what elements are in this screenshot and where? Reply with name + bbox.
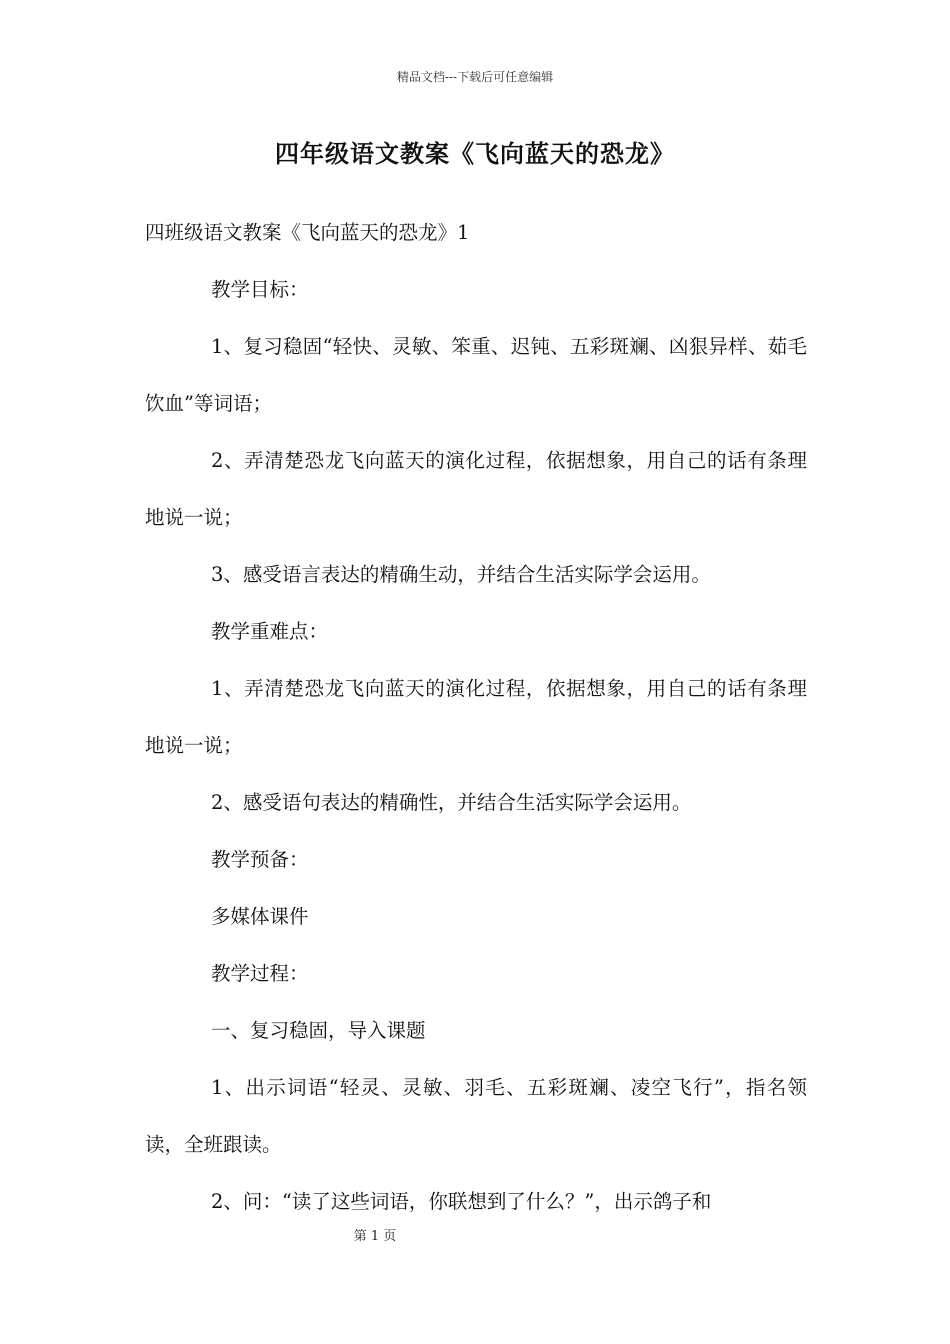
paragraph: 一、复习稳固，导入课题 [211,1019,426,1042]
document-title: 四年级语文教案《飞向蓝天的恐龙》 [275,139,675,168]
paragraph: 2、问：“读了这些词语，你联想到了什么？”，出示鸽子和 [211,1190,712,1213]
paragraph: 四班级语文教案《飞向蓝天的恐龙》1 [145,221,470,244]
document-body [145,204,807,1230]
paragraph: 教学过程： [211,962,309,985]
paragraph: 教学重难点： [211,620,329,643]
paragraph: 3、感受语言表达的精确生动，并结合生活实际学会运用。 [211,563,711,586]
page-number: 第 1 页 [353,1229,397,1244]
paragraph: 1、弄清楚恐龙飞向蓝天的演化过程，依据想象，用自己的话有条理地说一说； [145,677,807,757]
page-header: 精品文档---下载后可任意编辑 [396,70,554,84]
paragraph: 教学预备： [211,848,309,871]
paragraph: 教学目标： [211,278,309,301]
paragraph: 1、出示词语“轻灵、灵敏、羽毛、五彩斑斓、凌空飞行”，指名领读，全班跟读。 [145,1076,807,1156]
paragraph: 1、复习稳固“轻快、灵敏、笨重、迟钝、五彩斑斓、凶狠异样、茹毛饮血”等词语； [145,335,807,415]
paragraph: 2、感受语句表达的精确性，并结合生活实际学会运用。 [211,791,692,814]
paragraph: 多媒体课件 [211,905,309,928]
paragraph: 2、弄清楚恐龙飞向蓝天的演化过程，依据想象，用自己的话有条理地说一说； [145,449,807,529]
